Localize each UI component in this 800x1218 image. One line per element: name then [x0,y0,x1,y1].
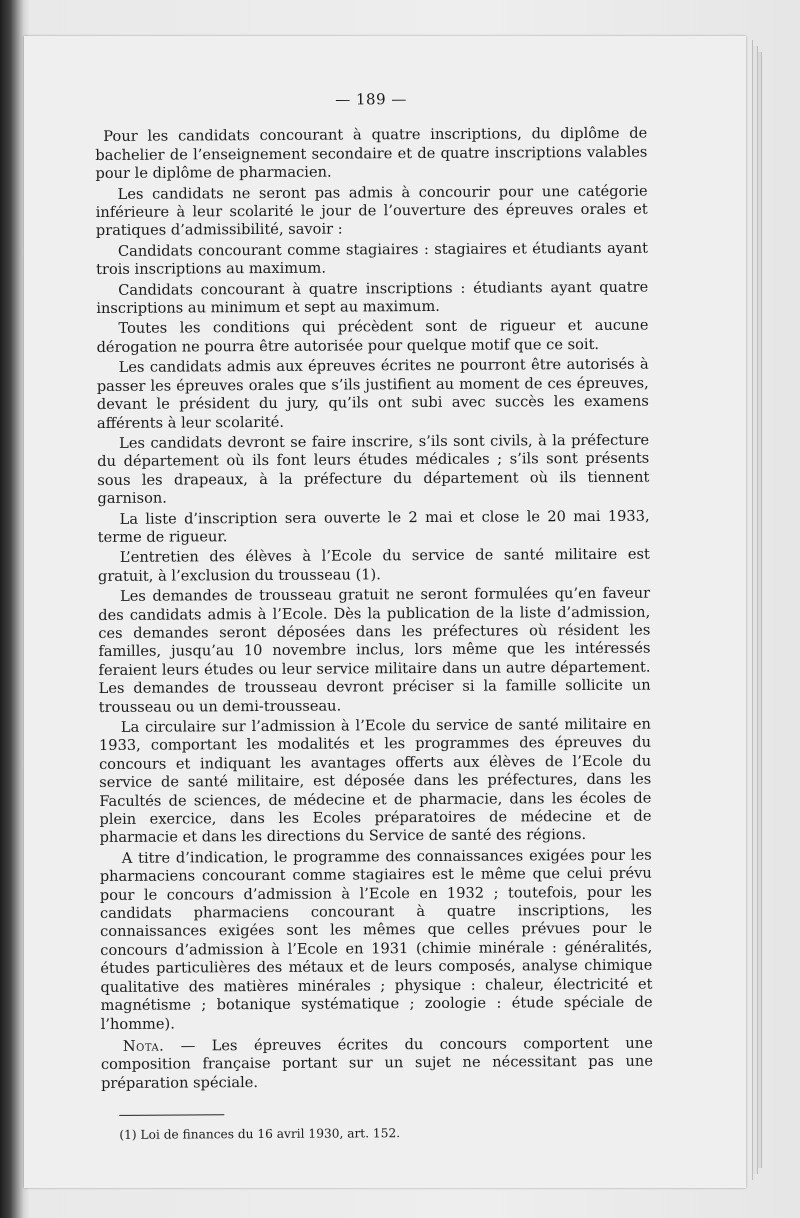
paragraph: Les candidats devront se faire inscrire, s’ils sont civils, à la préfecture du département où ils font leurs études médicales ; s’ils sont présents sous les drapeaux, à la préfecture du département où ils tiennent garnison. [97,431,650,508]
paragraph: La circulaire sur l’admission à l’Ecole du service de santé militaire en 1933, comportant les modalités et les programmes des épreuves du concours et indiquant les avantages offerts aux élèves de l’Ecole du service de santé militaire, est déposée dans les préfectures, dans les Facultés de sciences, de médecine et de pharmacie, dans les écoles de plein exercice, dans les Ecoles préparatoires de médecine et de pharmacie et dans les directions du Service de santé des régions. [98,715,652,847]
paragraph: Candidats concourant comme stagiaires : stagiaires et étudiants ayant trois inscriptions au maximum. [96,239,649,279]
page-text [95,89,653,1156]
book-binding-shadow [0,0,24,1218]
paragraph: A titre d’indication, le programme des connaissances exigées pour les pharmaciens concourant comme stagiaires est le même que celui prévu pour le concours d’admission à l’Ecole en 1932 ; toutefois, pour les candidats pharmaciens concourant à quatre inscriptions, les connaissances exigées sont les mêmes que celles prévues pour le concours d’admission à l’Ecole en 1931 (chimie minérale : généralités, études particulières des métaux et de leurs composés, analyse chimique qualitative des matières minérales ; physique : chaleur, électricité et magnétisme ; botanique systématique ; zoologie : étude spéciale de l’homme). [99,846,653,1033]
paragraph: Toutes les conditions qui précèdent sont de rigueur et aucune dérogation ne pourra être autorisée pour quelque motif que ce soit. [96,317,649,356]
page-edge [746,40,753,1180]
footnote: (1) Loi de finances du 16 avril 1930, art. 152. [119,1126,401,1143]
nota-label: Nota. [122,1037,165,1055]
paragraph: La liste d’inscription sera ouverte le 2 mai et close le 20 mai 1933, terme de rigueur. [97,507,650,546]
paragraph: Les candidats ne seront pas admis à concourir pour une catégorie inférieure à leur scolarité le jour de l’ouverture des épreuves orales et pratiques d’admissibilité, savoir : [95,182,648,240]
nota-text: — Les épreuves écrites du concours comportent une composition française portant sur un sujet ne nécessitant pas une préparation spéciale. [100,1034,653,1092]
paragraph: L’entretien des élèves à l’Ecole du service de santé militaire est gratuit, à l’exclusion du trousseau (1). [97,545,650,585]
paragraph: Les candidats admis aux épreuves écrites ne pourront être autorisés à passer les épreuves orales que s’ils justifient au moment de ces épreuves, devant le président du jury, qu’ils ont subi avec succès les examens afférents à leur scolarité. [96,355,649,432]
paragraph: Candidats concourant à quatre inscriptions : étudiants ayant quatre inscriptions au minimum et sept au maximum. [96,278,649,318]
footnote-rule [119,1114,224,1116]
nota-paragraph [101,1035,653,1094]
page-number: — 189 — [335,90,407,109]
paragraph: Les demandes de trousseau gratuit ne seront formulées qu’en faveur des candidats admis à l’Ecole. Dès la publication de la liste d’admission, ces demandes seront déposées dans les préfectures où résident les familles, jusqu’au 10 novembre inclus, lors même que les intéressés feraient leurs études ou leur service militaire dans un autre département. Les demandes de trousseau devront préciser si la famille sollicite un trousseau ou un demi-trousseau. [98,584,651,716]
paragraph: Pour les candidats concourant à quatre inscriptions, du diplôme de bachelier de l’enseignement secondaire et de quatre inscriptions valables pour le diplôme de pharmacien. [95,125,648,183]
